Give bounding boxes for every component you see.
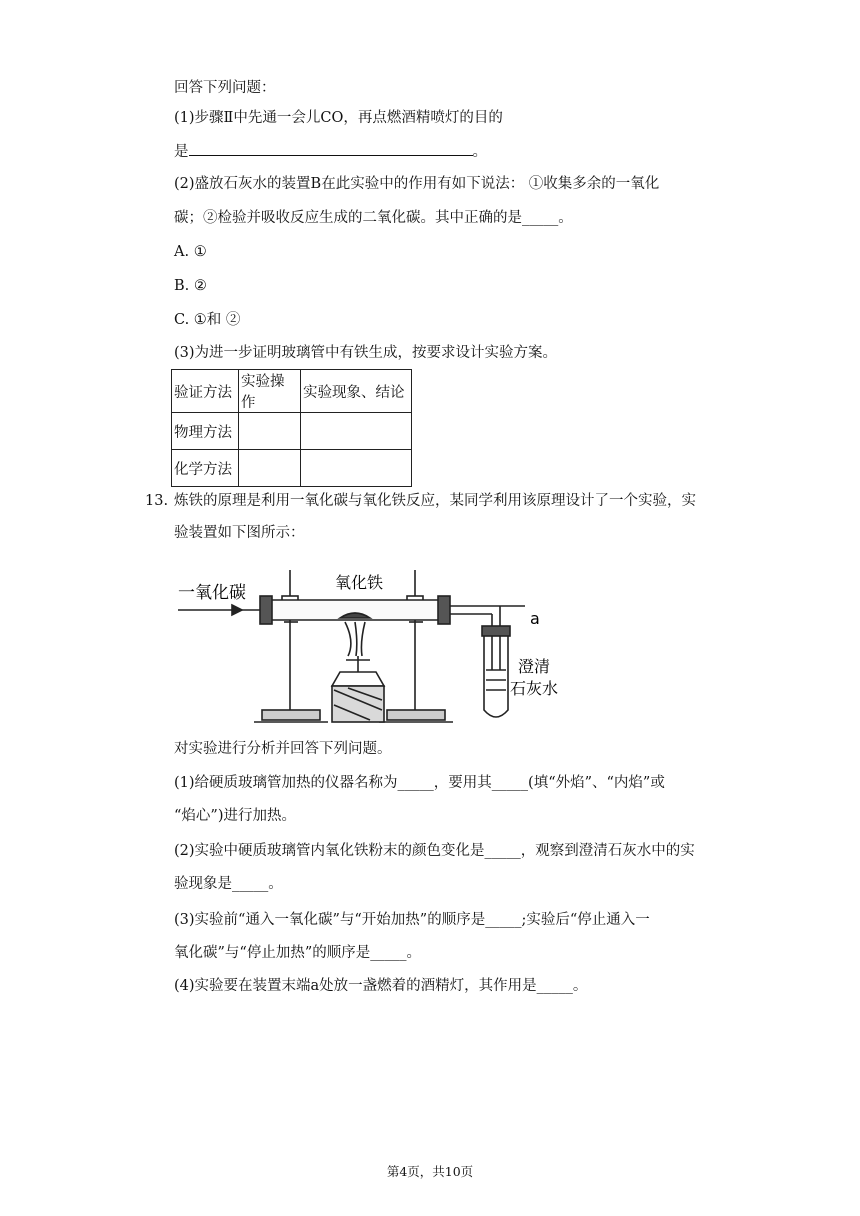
lime-water-label-2: 石灰水	[510, 679, 559, 698]
table-cell	[239, 413, 301, 450]
question-1-line-2	[174, 140, 487, 162]
sub-question-1-line-2: “焰心”)进行加热。	[174, 808, 296, 824]
analysis-intro: 对实验进行分析并回答下列问题。	[174, 741, 392, 757]
sub-question-4-text: (4)实验要在装置末端a处放一盏燃着的酒精灯，其作用是_____。	[174, 978, 588, 994]
table-cell	[301, 450, 412, 487]
iron-oxide-label: 氧化铁	[335, 573, 384, 592]
question-13-line-1: 炼铁的原理是利用一氧化碳与氧化铁反应，某同学利用该原理设计了一个实验，实	[174, 493, 696, 509]
table-header-cell: 实验现象、结论	[301, 370, 412, 413]
option-c: C. ①和 ②	[174, 312, 241, 328]
experiment-apparatus-diagram	[170, 560, 590, 730]
question-13-number: 13.	[145, 493, 169, 509]
table-cell	[239, 450, 301, 487]
sub-question-3-line-2: 氧化碳”与“停止加热”的顺序是_____。	[174, 945, 421, 961]
sub-question-2-line-2: 验现象是_____。	[174, 876, 283, 892]
lime-water-label-1: 澄清	[518, 657, 551, 676]
experiment-design-table	[171, 369, 412, 487]
page-footer: 第4页，共10页	[386, 1164, 474, 1179]
question-3-text: (3)为进一步证明玻璃管中有铁生成，按要求设计实验方案。	[174, 345, 558, 361]
option-a: A. ①	[174, 244, 207, 260]
intro-text: 回答下列问题：	[174, 80, 276, 96]
table-header-row	[172, 370, 412, 413]
sub-question-2-line-1: (2)实验中硬质玻璃管内氧化铁粉末的颜色变化是_____，观察到澄清石灰水中的实	[174, 843, 695, 859]
question-2-line-1: (2)盛放石灰水的装置B在此实验中的作用有如下说法： ①收集多余的一氧化	[174, 176, 660, 192]
table-cell: 化学方法	[172, 450, 239, 487]
question-13-line-2: 验装置如下图所示：	[174, 525, 305, 541]
question-1-line-1: (1)步骤Ⅱ中先通一会儿CO，再点燃酒精喷灯的目的	[174, 110, 503, 126]
table-row	[172, 450, 412, 487]
table-header-cell: 实验操作	[239, 370, 301, 413]
carbon-monoxide-label: 一氧化碳	[178, 583, 246, 603]
table-header-cell: 验证方法	[172, 370, 239, 413]
table-cell	[301, 413, 412, 450]
sub-question-3-line-1: (3)实验前“通入一氧化碳”与“开始加热”的顺序是_____;实验后“停止通入一	[174, 912, 650, 928]
question-1-suffix: 。	[472, 144, 487, 160]
table-row	[172, 413, 412, 450]
answer-blank	[189, 140, 473, 156]
outlet-a-label: a	[530, 609, 540, 628]
option-b: B. ②	[174, 278, 207, 294]
question-2-line-2: 碳；②检验并吸收反应生成的二氧化碳。其中正确的是_____。	[174, 210, 573, 226]
sub-question-1-line-1: (1)给硬质玻璃管加热的仪器名称为_____，要用其_____(填“外焰”、“内焰”或	[174, 775, 665, 791]
question-1-prefix: 是	[174, 144, 189, 160]
table-cell: 物理方法	[172, 413, 239, 450]
